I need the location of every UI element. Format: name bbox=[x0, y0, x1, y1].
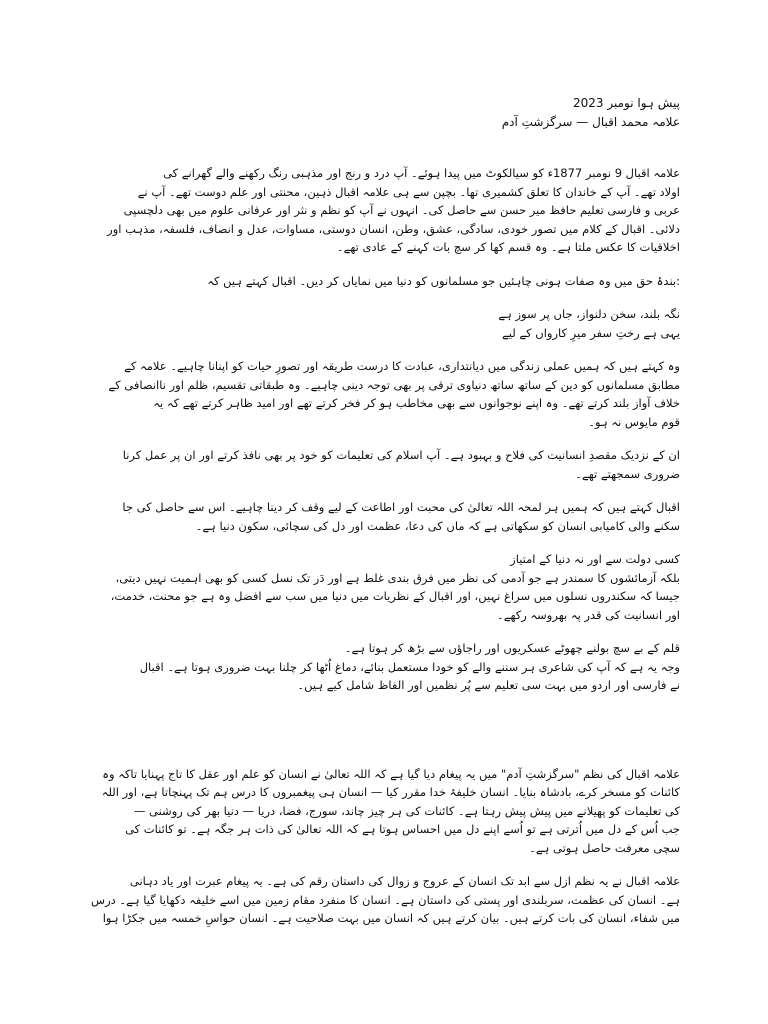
text-line: اقبال کہتے ہیں کہ ہمیں ہر لمحہ اللہ تعالیٰ کی محبت اور اطاعت کے لیے وقف کر دینا چاہیے۔ اس سے حاصل کی جا bbox=[122, 500, 680, 514]
document-header bbox=[88, 94, 680, 131]
text-line: دلائی۔ اقبال کے کلام میں تصور خودی، سادگی، عشق، وطن، انسان دوستی، مساوات، عدل و انصاف، فلسفہ، مذہب اور bbox=[107, 221, 680, 236]
document-title: علامہ محمد اقبال — سرگزشتِ آدم bbox=[501, 114, 680, 129]
text-line: علامہ اقبال کی نظم "سرگزشتِ آدم" میں یہ پیغام دیا گیا ہے کہ اللہ تعالیٰ نے انسان کو علم اور عقل کا تاج پہنایا تاکہ وہ bbox=[102, 766, 680, 781]
poetry-verse bbox=[88, 305, 680, 342]
paragraph-equality bbox=[88, 550, 680, 624]
date-line: پیش ہوا نومبر 2023 bbox=[572, 96, 680, 110]
text-line: کی تعلیمات کو پھیلانے میں پیش پیش رہتا ہے۔ کائنات کی ہر چیز چاند، سورج، فضا، دریا — دنیا بھر کی روشنی — bbox=[133, 803, 680, 818]
paragraph-intro bbox=[88, 164, 680, 257]
verse-line: یہی ہے رختِ سفر میرِ کارواں کے لیے bbox=[502, 325, 680, 340]
paragraph-humanity bbox=[88, 446, 680, 483]
text-line: وہ کہتے ہیں کہ ہمیں عملی زندگی میں دیانتداری، عبادت کا درست طریقہ اور تصورِ حیات کو اپنانا چاہیے۔ علامہ کے bbox=[124, 359, 680, 373]
text-line: مطابق مسلمانوں کو دین کے ساتھ ساتھ دنیاوی ترقی پر بھی توجہ دینی چاہیے۔ وہ طبقاتی تقسیم، ظلم اور ناانصافی کے bbox=[108, 377, 680, 392]
text-line: اخلاقیات کا عکس ملتا ہے۔ وہ قسم کھا کر سچ بات کہنے کے عادی تھے۔ bbox=[336, 240, 680, 254]
text-line: خلاف آواز بلند کرتے تھے۔ وہ اپنے نوجوانوں سے بھی مخاطب ہو کر فخر کرتے تھے اور امید ظاہر کرتے تھے کہ یہ bbox=[153, 396, 680, 410]
text-line: نے فارسی اور اردو میں بہت سی تعلیم سے پُر نظمیں اور الفاظ شامل کیے ہیں۔ bbox=[297, 678, 680, 692]
text-line: کسی دولت سے اور نہ دنیا کے امتیاز bbox=[510, 552, 680, 566]
text-line: علامہ اقبال نے یہ نظم ازل سے ابد تک انسان کے عروج و زوال کی داستان رقم کی ہے۔ یہ پیغام عبرت اور یاد دہانی bbox=[129, 874, 680, 888]
section-gap bbox=[88, 710, 680, 765]
spacer bbox=[88, 146, 680, 164]
text-line: جب اُس کے دل میں اُترتی ہے تو اُسے اپنے دل میں احساس ہوتا ہے کہ اللہ تعالیٰ کی ذات ہر جگہ ہے۔ تو کائنات کی bbox=[125, 822, 680, 836]
text-line: اولاد تھے۔ آپ کے خاندان کا تعلق کشمیری تھا۔ بچپن سے ہی علامہ اقبال ذہین، محنتی اور علم دوست تھے۔ آپ نے bbox=[137, 184, 680, 199]
text-line: عربی و فارسی تعلیم حافظ میر حسن سے حاصل کی۔ انہوں نے آپ کو نظم و نثر اور عرفانی علوم میں بھی دلچسپی bbox=[123, 203, 680, 217]
text-line: بلکہ آزمائشوں کا سمندر ہے جو آدمی کی نظر میں فرق بندی غلط ہے اور دَر تک نسل کسی کو بھی اہمیت نہیں دیتی، bbox=[115, 570, 680, 585]
verse-line: نگہ بلند، سخن دلنواز، جاں پر سوز ہے bbox=[498, 307, 680, 321]
text-line: سچی معرفت حاصل ہوتی ہے۔ bbox=[529, 840, 680, 855]
text-line: اور انسانیت کی قدر پہ بھروسہ رکھے۔ bbox=[496, 607, 680, 622]
text-line: کائنات کو مسخر کرے، بادشاہ بنایا۔ انسان خلیفۂ خدا مقرر کیا — انسان ہی پیغمبروں کا درس ہم تک پہنچاتا ہے، اور اللہ bbox=[101, 785, 680, 799]
text-line: قوم مایوس نہ ہو۔ bbox=[588, 414, 680, 429]
text-line: :بندۂ حق میں وہ صفات ہونی چاہئیں جو مسلمانوں کو دنیا میں نمایاں کر دیں۔ اقبال کہتے ہیں کہ bbox=[207, 273, 680, 288]
paragraph-practical-life bbox=[88, 357, 680, 431]
text-line: ہے۔ انسان کی عظمت، سربلندی اور پستی کی داستان ہے۔ انسان کا منفرد مقام زمین میں اسے خلیفہ دکھایا گیا ہے۔ درس bbox=[91, 892, 680, 907]
text-line: علامہ اقبال 9 نومبر 1877ء کو سیالکوٹ میں پیدا ہوئے۔ آپ درد و رنج اور مذہبی رنگ رکھنے والے گھرانے کی bbox=[163, 166, 680, 180]
paragraph-devotion bbox=[88, 498, 680, 535]
paragraph-rise-fall bbox=[88, 872, 680, 928]
text-line: سکنے والی کامیابی انسان کو سکھاتی ہے کہ ماں کی دعا، عظمت اور دل کی سچائی، سکون دنیا ہے۔ bbox=[195, 518, 680, 533]
paragraph-pen bbox=[88, 639, 680, 695]
text-line: ان کے نزدیک مقصدِ انسانیت کی فلاح و بہبود ہے۔ آپ اسلام کی تعلیمات کو خود پر بھی نافذ کرتے اور ان پر عمل کرنا bbox=[122, 448, 680, 462]
paragraph-sargazasht bbox=[88, 765, 680, 858]
text-line: میں شفاء، انسان کی بات کرتے ہیں۔ بیان کرتے ہیں کہ انسان میں بہت صلاحیت ہے۔ انسان حواسِ خمسہ میں جکڑا ہوا bbox=[102, 911, 680, 925]
text-line: وجہ یہ ہے کہ آپ کی شاعری ہر سننے والے کو خودا مستعمل بنائے، دماغ اُٹھا کر چلنا بہت ضروری ہوتا ہے۔ اقبال bbox=[139, 659, 680, 674]
text-line: جیسا کہ سکندروں نسلوں میں سراغ نہیں، اور اقبال کے نظریات میں دنیا میں سب سے افضل وہ ہے جو محنت، خدمت، bbox=[110, 589, 680, 603]
paragraph-qualities bbox=[88, 272, 680, 291]
text-line: ضروری سمجھتے تھے۔ bbox=[575, 466, 680, 481]
text-line: قلم کے بے سچ بولنے چھوٹے عسکریوں اور راجاؤں سے بڑھ کر ہوتا ہے۔ bbox=[344, 641, 680, 655]
